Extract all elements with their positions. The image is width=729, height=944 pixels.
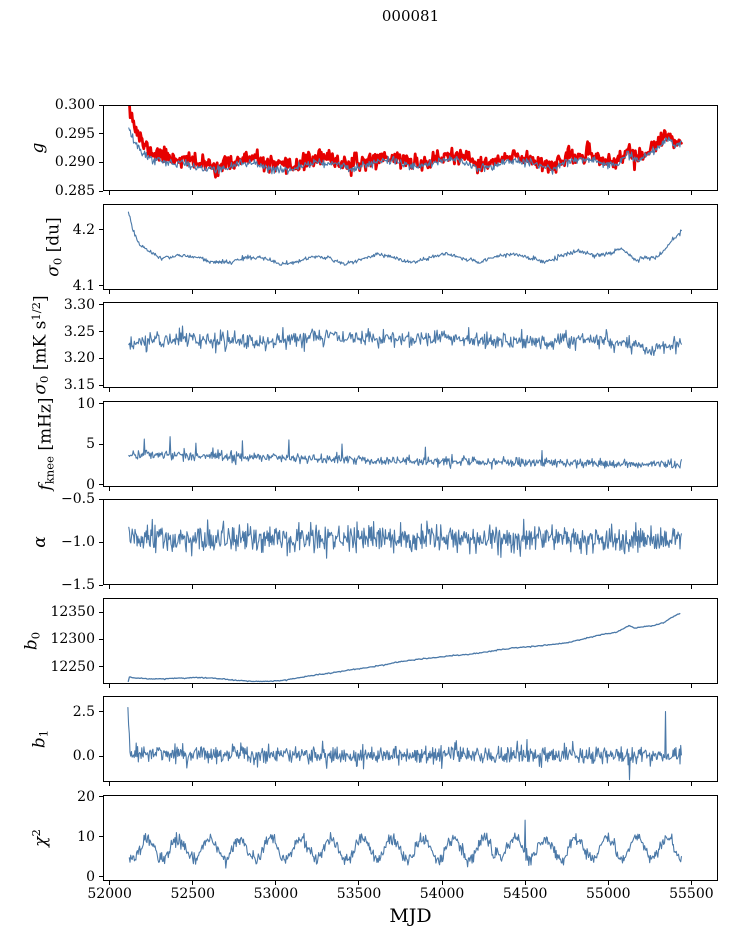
x-tick-mark (275, 191, 276, 195)
y-tick-mark (99, 585, 103, 586)
y-tick-mark (99, 756, 103, 757)
series-b0 (128, 613, 680, 681)
y-axis-label-segment: χ (30, 836, 51, 847)
plot-area-b1 (103, 696, 718, 782)
x-tick-mark (109, 487, 110, 491)
y-tick-mark (99, 162, 103, 163)
x-tick-mark (608, 881, 609, 885)
panel-chi2 (29, 788, 718, 902)
y-tick-mark (99, 711, 103, 712)
x-tick-mark (358, 191, 359, 195)
y-tick-label: 12300 (50, 631, 95, 648)
x-tick-mark (442, 487, 443, 491)
y-axis-label-segment: [mHz] (35, 397, 56, 456)
panel-sigma0-mks (28, 295, 718, 395)
y-axis-label-segment: f (35, 483, 56, 490)
x-tick-mark (442, 881, 443, 885)
y-tick-label: 0.285 (54, 183, 95, 199)
series-sigma0-du (128, 212, 681, 265)
y-axis-label-f-knee (36, 397, 57, 490)
x-tick-mark (358, 684, 359, 688)
y-tick-mark (99, 229, 103, 230)
plot-area-f-knee (103, 401, 718, 487)
y-tick-mark (99, 385, 103, 386)
y-tick-mark (99, 285, 103, 286)
x-tick-mark (525, 881, 526, 885)
x-tick-mark (691, 487, 692, 491)
plot-area-alpha (103, 499, 718, 585)
x-tick-label: 54500 (502, 885, 548, 902)
y-tick-label: 12250 (50, 658, 95, 675)
y-tick-mark (99, 836, 103, 837)
y-axis-label-segment: 1/2 (28, 302, 43, 321)
y-tick-mark (99, 358, 103, 359)
y-tick-mark (99, 666, 103, 667)
x-tick-mark (192, 881, 193, 885)
x-tick-mark (275, 290, 276, 294)
x-tick-mark (192, 388, 193, 392)
y-axis-label-segment: b (29, 737, 50, 749)
series-b1 (128, 708, 682, 780)
x-tick-label: 54000 (419, 885, 465, 902)
y-axis-label-segment: [mK s (30, 320, 51, 376)
y-tick-mark (99, 403, 103, 404)
y-tick-mark (99, 304, 103, 305)
y-tick-label: −1.0 (61, 534, 95, 550)
x-tick-mark (691, 684, 692, 688)
x-tick-mark (358, 881, 359, 885)
x-tick-mark (109, 290, 110, 294)
plot-area-b0 (103, 598, 718, 684)
y-axis-label-sigma0-du (44, 217, 65, 276)
y-axis-label-g (28, 143, 48, 154)
y-axis-label-segment: 2 (29, 828, 44, 837)
x-tick-label: 55000 (586, 885, 631, 902)
y-tick-label: 3.30 (63, 296, 95, 313)
x-tick-mark (192, 191, 193, 195)
y-tick-label: 0.290 (54, 154, 95, 171)
x-tick-mark (525, 290, 526, 294)
x-tick-mark (608, 684, 609, 688)
y-tick-mark (99, 639, 103, 640)
x-tick-mark (691, 585, 692, 589)
x-tick-mark (192, 585, 193, 589)
x-tick-mark (358, 388, 359, 392)
x-tick-mark (608, 585, 609, 589)
y-tick-label: 0.295 (54, 125, 95, 142)
x-tick-mark (109, 684, 110, 688)
y-tick-mark (99, 876, 103, 877)
y-tick-mark (99, 191, 103, 192)
x-tick-mark (691, 191, 692, 195)
panel-g (28, 97, 718, 199)
x-tick-mark (275, 782, 276, 786)
x-tick-mark (525, 191, 526, 195)
x-tick-mark (275, 585, 276, 589)
series-sigma0-mks (129, 326, 682, 356)
x-tick-mark (608, 782, 609, 786)
y-axis-label-b0 (22, 631, 43, 649)
y-axis-label-segment: g (28, 142, 48, 154)
y-tick-mark (99, 331, 103, 332)
x-tick-mark (192, 487, 193, 491)
x-tick-mark (442, 290, 443, 294)
y-axis-label-segment: ] (30, 295, 51, 303)
figure-title: 000081 (381, 7, 440, 25)
x-tick-mark (358, 290, 359, 294)
series-alpha (129, 519, 682, 558)
y-tick-mark (99, 444, 103, 445)
y-tick-label: 4.1 (72, 277, 95, 294)
y-tick-mark (99, 612, 103, 613)
x-tick-mark (109, 191, 110, 195)
y-axis-label-sigma0-mks (29, 295, 51, 394)
y-tick-mark (99, 133, 103, 134)
x-tick-mark (442, 191, 443, 195)
panel-alpha (30, 491, 718, 593)
x-tick-mark (192, 290, 193, 294)
panel-b0 (21, 598, 718, 684)
y-tick-label: 4.2 (72, 221, 95, 238)
y-tick-label: 10 (77, 828, 95, 845)
y-axis-label-segment: 0 (28, 631, 43, 639)
x-tick-mark (691, 881, 692, 885)
x-tick-mark (192, 684, 193, 688)
plot-area-chi2 (103, 795, 718, 881)
x-tick-mark (275, 487, 276, 491)
y-tick-label: 3.20 (63, 350, 95, 367)
panel-sigma0-du (43, 204, 718, 294)
y-tick-label: 12350 (50, 604, 95, 621)
x-tick-mark (525, 585, 526, 589)
x-tick-mark (109, 782, 110, 786)
y-tick-label: 0.0 (72, 748, 95, 765)
y-tick-label: 3.25 (63, 323, 95, 340)
x-tick-mark (358, 782, 359, 786)
y-tick-label: 20 (77, 788, 95, 805)
y-tick-mark (99, 499, 103, 500)
x-tick-mark (608, 191, 609, 195)
x-tick-mark (691, 782, 692, 786)
x-tick-mark (525, 388, 526, 392)
y-tick-mark (99, 484, 103, 485)
x-tick-mark (442, 585, 443, 589)
x-tick-mark (442, 684, 443, 688)
x-tick-mark (109, 881, 110, 885)
x-tick-mark (608, 487, 609, 491)
x-tick-mark (358, 585, 359, 589)
y-tick-label: −1.5 (61, 577, 95, 593)
x-tick-label: 53000 (253, 885, 299, 902)
y-tick-label: 0 (86, 868, 95, 885)
x-tick-label: 52000 (87, 885, 132, 902)
y-tick-mark (99, 796, 103, 797)
panel-b1 (29, 696, 718, 782)
y-axis-label-segment: 0 (50, 257, 65, 265)
x-tick-label: 55500 (669, 885, 714, 902)
x-tick-mark (109, 585, 110, 589)
x-tick-mark (358, 487, 359, 491)
y-tick-label: 2.5 (72, 703, 95, 720)
y-tick-label: 5 (86, 436, 95, 453)
panel-f-knee (35, 395, 718, 493)
y-axis-label-segment: b (21, 638, 42, 650)
x-tick-mark (691, 290, 692, 294)
x-tick-mark (608, 388, 609, 392)
x-tick-mark (275, 684, 276, 688)
x-tick-mark (275, 388, 276, 392)
plot-area-sigma0-mks (103, 302, 718, 388)
y-tick-label: 3.15 (63, 377, 95, 394)
y-axis-label-segment: α (30, 536, 50, 548)
x-tick-mark (525, 684, 526, 688)
y-axis-label-segment: σ (43, 264, 64, 277)
x-tick-mark (525, 782, 526, 786)
y-axis-label-segment: σ (30, 382, 51, 395)
x-tick-mark (109, 388, 110, 392)
y-axis-label-chi2 (29, 829, 51, 847)
y-axis-label-segment: 1 (36, 729, 51, 738)
y-tick-mark (99, 542, 103, 543)
y-tick-mark (99, 105, 103, 106)
x-tick-mark (608, 290, 609, 294)
plot-area-g (103, 105, 718, 191)
x-tick-mark (442, 782, 443, 786)
y-axis-label-segment: [du] (43, 216, 64, 258)
x-tick-mark (691, 388, 692, 392)
x-axis-label: MJD (389, 905, 432, 927)
y-tick-label: 0.300 (54, 97, 95, 113)
y-axis-label-segment: knee (42, 455, 57, 484)
plot-area-sigma0-du (103, 204, 718, 290)
y-axis-label-segment: 0 (37, 375, 52, 383)
x-tick-label: 52500 (170, 885, 216, 902)
y-axis-label-alpha (30, 536, 50, 547)
x-tick-mark (275, 881, 276, 885)
series-f-knee (129, 436, 682, 468)
x-tick-label: 53500 (336, 885, 382, 902)
x-tick-mark (525, 487, 526, 491)
y-axis-label-b1 (30, 730, 51, 748)
y-tick-label: −0.5 (61, 491, 95, 507)
y-tick-label: 0 (86, 476, 95, 493)
x-tick-mark (192, 782, 193, 786)
x-tick-mark (442, 388, 443, 392)
y-tick-label: 10 (77, 395, 95, 412)
series-chi2 (129, 820, 681, 868)
